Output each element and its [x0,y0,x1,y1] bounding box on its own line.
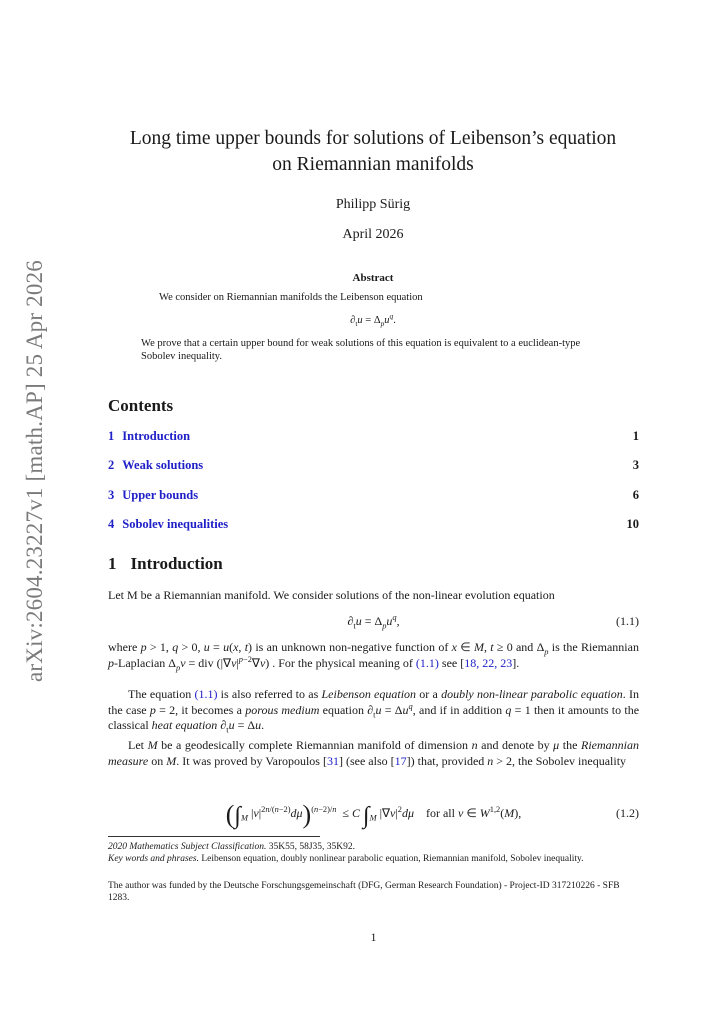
toc-item-weak-solutions[interactable]: 2 Weak solutions 3 [108,458,639,472]
citation-link[interactable]: 17 [394,753,407,768]
title-line-2: on Riemannian manifolds [272,154,474,175]
arxiv-identifier: arXiv:2604.23227v1 [math.AP] 25 Apr 2026 [22,260,47,682]
citation-link[interactable]: (1.1) [415,655,439,670]
equation-1-1: $\partial_tu = \Delta_pu^q$, (1.1) [347,613,639,631]
section-heading-introduction: 1 Introduction [108,554,223,573]
toc-item-sobolev-inequalities[interactable]: 4 Sobolev inequalities 10 [108,517,639,531]
footnote-keywords: Key words and phrases. Leibenson equation, doubly nonlinear parabolic equation, Riemannian manifold, Sobolev inequality. [108,854,584,864]
toc-item-introduction[interactable]: 1 Introduction 1 [108,429,639,443]
intro-paragraph-3: The equation (1.1) is also referred to as Leibenson equation or a doubly non-linear parabolic equation. In the case p = 2, it becomes a porous medium equation $\partial_tu = \Delta u^q$, and if in addition q = 1 then it amounts to the classical heat equation $\partial_tu = \Delta u$. [108,687,640,735]
paper-title [108,126,638,178]
title-line-1: Long time upper bounds for solutions of Leibenson’s equation [129,128,617,149]
intro-paragraph-1: Let M be a Riemannian manifold. We consider solutions of the non-linear evolution equation [108,588,555,602]
toc-item-upper-bounds[interactable]: 3 Upper bounds 6 [108,488,639,502]
abstract-heading: Abstract [352,272,394,284]
footnote-rule [108,836,320,837]
citation-link[interactable]: 31 [326,753,339,768]
abstract-line-2: We prove that a certain upper bound for weak solutions of this equation is equivalent to a euclidean-type Sobolev inequality. [141,338,581,362]
intro-paragraph-2: where p > 1, q > 0, u = u(x, t) is an unknown non-negative function of x ∈ M, t ≥ 0 and $\Delta_p$ is the Riemannian p-Laplacian $\Delta_pv$ = div $(|\nabla v|^{p-2}\nabla v)$ . For the physical meaning of (1.1) see [18, 22, 23]. [108,640,639,672]
equation-number: (1.2) [616,806,639,820]
footnote-msc: 2020 Mathematics Subject Classification. 35K55, 58J35, 35K92. [108,842,355,852]
abstract-equation: $\partial_tu = \Delta_pu^q$. [350,311,396,329]
author: Philipp Sürig [335,197,411,212]
page-number: 1 [370,930,377,944]
equation-number: (1.1) [616,614,639,628]
citation-link[interactable]: (1.1) [194,687,218,701]
contents-heading: Contents [108,396,174,415]
footnote-funding: The author was funded by the Deutsche Forschungsgemeinschaft (DFG, German Research Foundation) - Project-ID 317210226 - SFB 1283. [108,881,620,903]
intro-paragraph-4: Let M be a geodesically complete Riemannian manifold of dimension n and denote by μ the Riemannian measure on M. It was proved by Varopoulos [31] (see also [17]) that, provided n > 2, the Sobolev inequality [108,738,639,768]
abstract-line-1: We consider on Riemannian manifolds the Leibenson equation [159,292,423,303]
citation-link[interactable]: 18, 22, 23 [464,655,513,670]
date: April 2026 [342,227,404,242]
equation-1-2: ($\int_M$ $|v|^{2n/(n-2)}d\mu)^{(n-2)/n} \le C$ $\int_M$ $|\nabla v|^2d\mu$ for all v ∈ W$^{1,2}$(M), (1.2) [225,800,639,829]
